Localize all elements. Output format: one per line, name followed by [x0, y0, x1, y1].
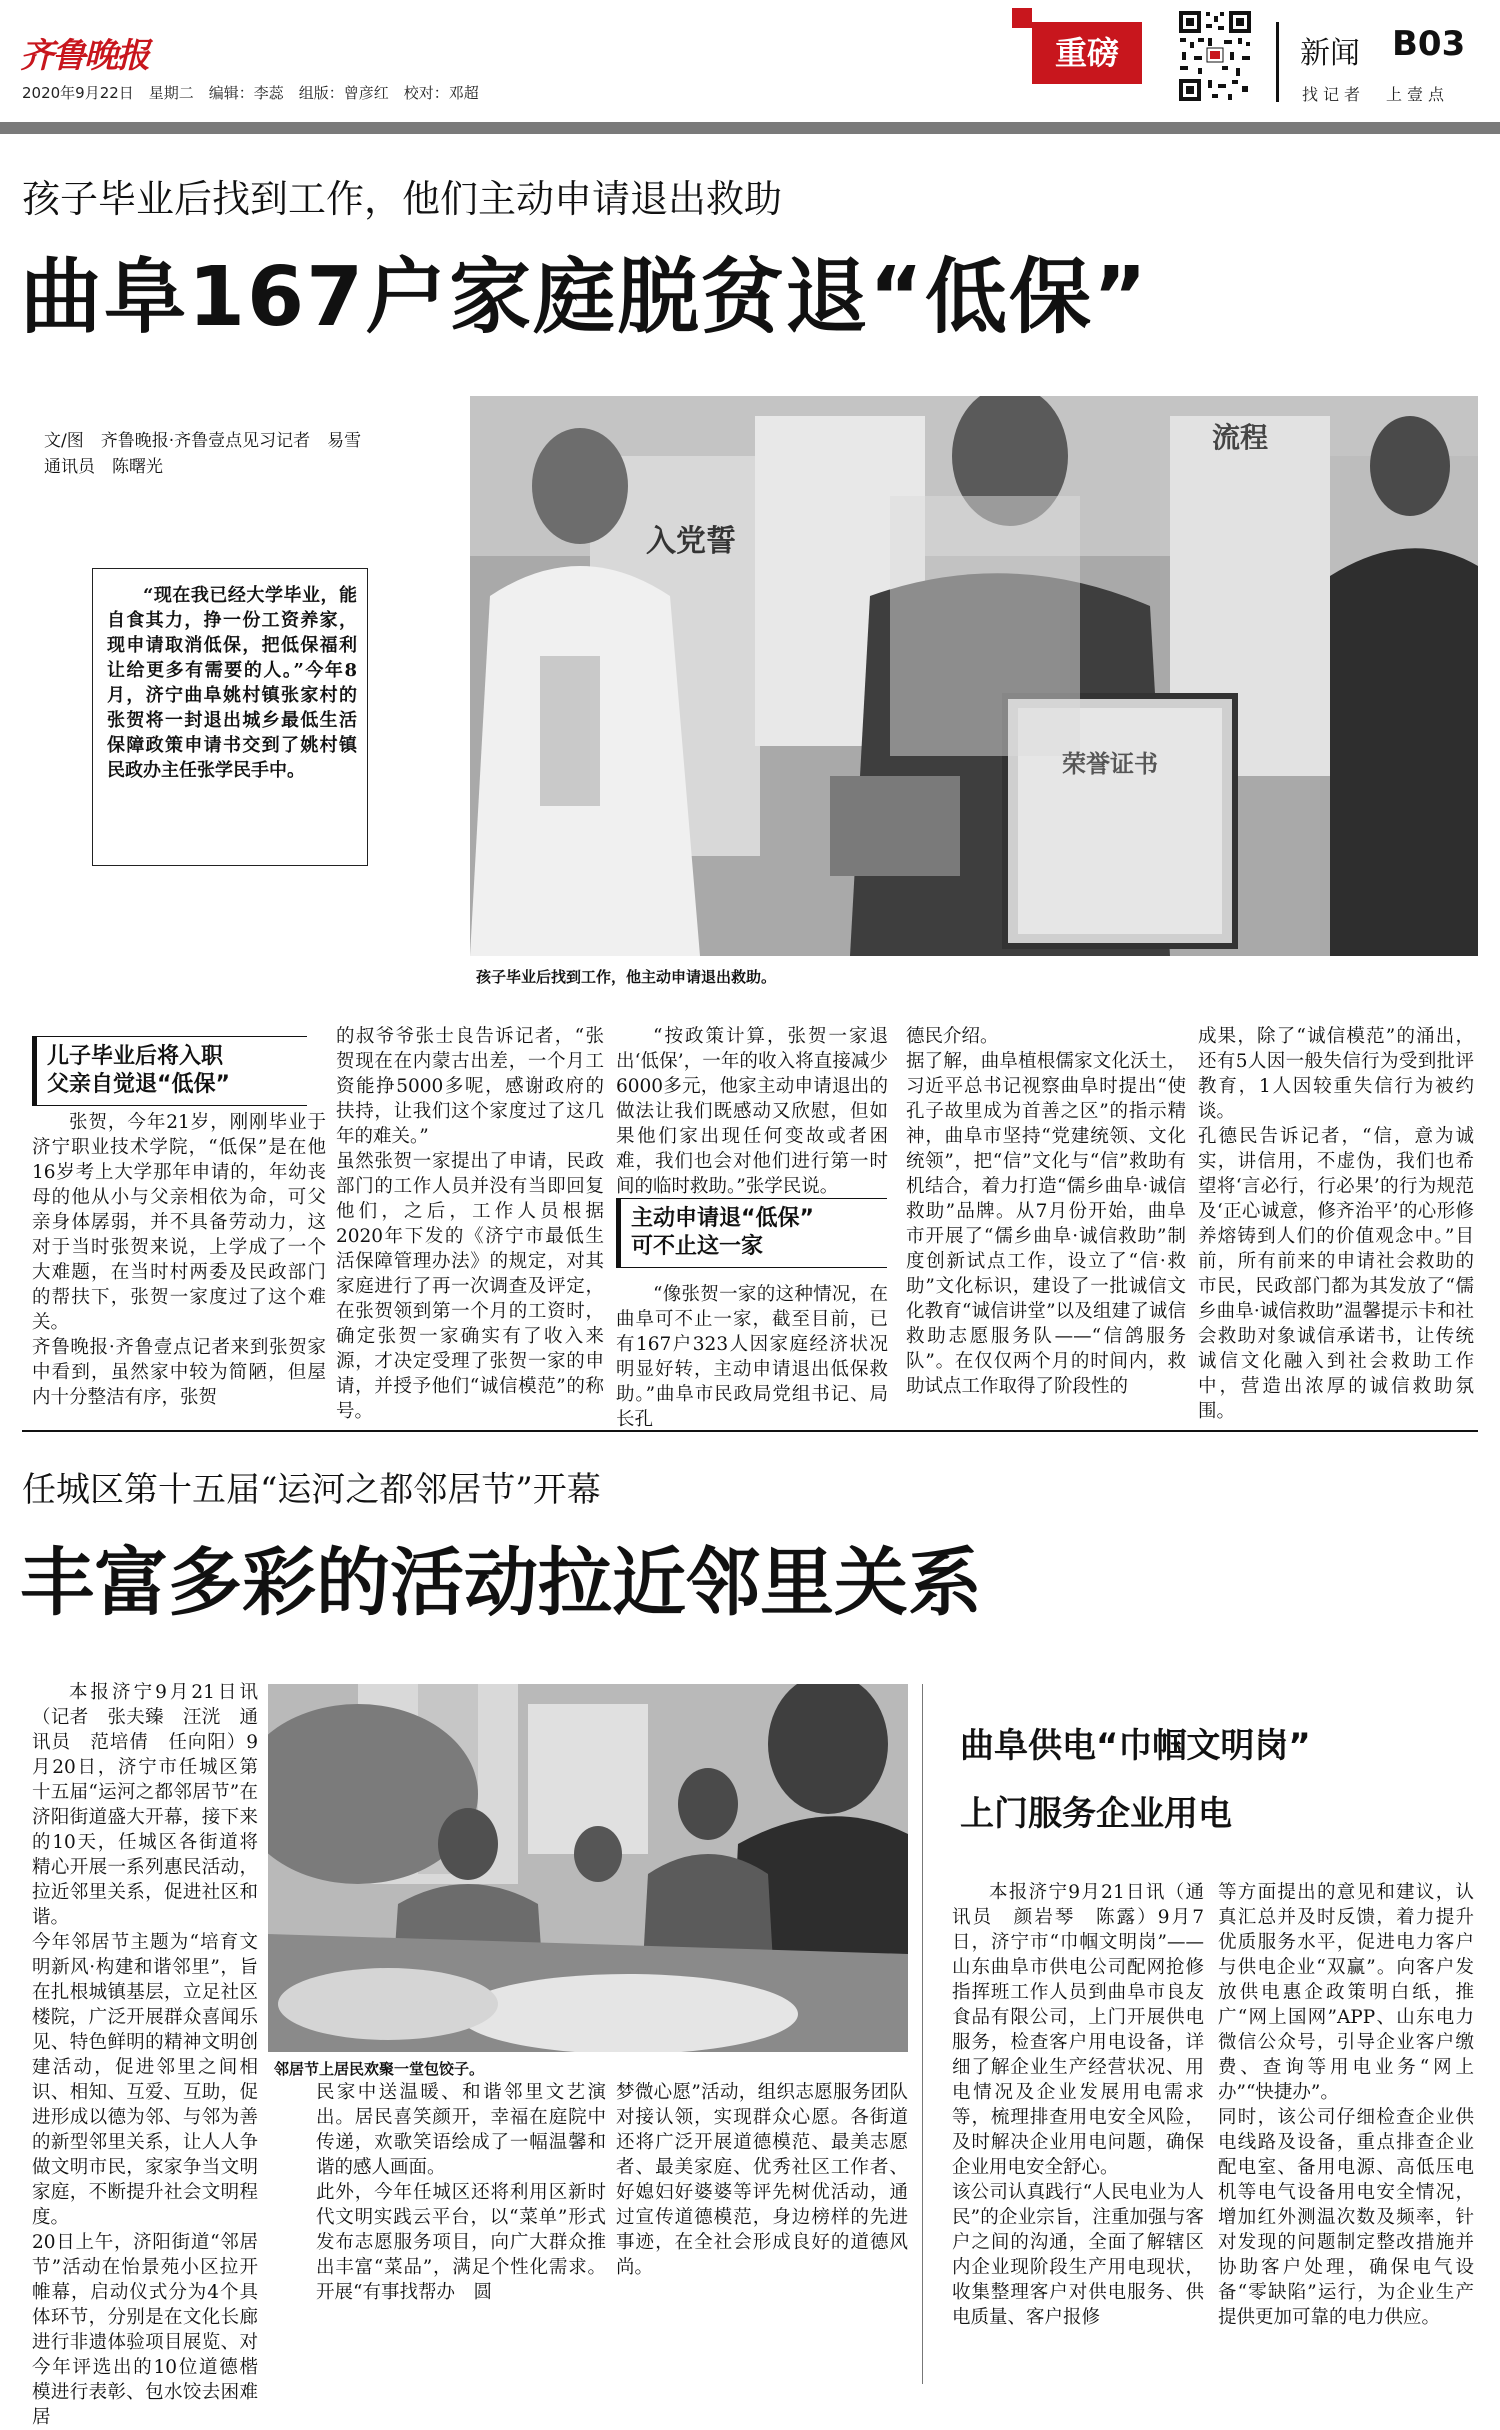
- newspaper-logo: 齐鲁晚报: [20, 36, 148, 76]
- story2-photo: [268, 1684, 908, 2052]
- story2-col-1: [32, 1680, 258, 2430]
- story3-col-2: [1218, 1880, 1474, 2330]
- story1-photo: [470, 396, 1478, 956]
- story3-col-1: [952, 1880, 1204, 2330]
- story3-headline-2: 上门服务企业用电: [960, 1794, 1232, 1834]
- story1-col-3b: [616, 1282, 888, 1432]
- story1-headline: 曲阜167户家庭脱贫退“低保”: [20, 250, 1149, 345]
- red-corner-bar: [1012, 8, 1032, 28]
- masthead-divider: [1276, 22, 1279, 102]
- story2-photo-caption: 邻居节上居民欢聚一堂包饺子。: [274, 2060, 485, 2078]
- column-divider: [922, 1684, 923, 2384]
- story1-col4-text: 德民介绍。 据了解，曲阜植根儒家文化沃土，习近平总书记视察曲阜时提出“使孔子故里成为首善之区”的指示精神，曲阜市坚持“党建统领、文化统领”，把“信”文化与“信”救助有机结合，着力打造“儒乡曲阜·诚信救助”品牌。从7月份开始，曲阜市开展了“儒乡曲阜·诚信救助”制度创新试点工作，设立了“信·救助”文化标识，建设了一批诚信文化教育“诚信讲堂”以及组建了诚信救助志愿服务队——“信鸽服务队”。在仅仅两个月的时间内，救助试点工作取得了阶段性的: [906, 1026, 1186, 1397]
- story1-col-3a: [616, 1024, 888, 1199]
- story3-headline-1: 曲阜供电“巾帼文明岗”: [960, 1726, 1311, 1766]
- photo-sign-1: 入党誓: [646, 524, 736, 559]
- story1-col1-text: 张贺，今年21岁，刚刚毕业于济宁职业技术学院，“低保”是在他16岁考上大学那年申请的，年幼丧母的他从小与父亲相依为命，可父亲身体孱弱，并不具备劳动力，这对于当时张贺来说，上学成了一个大难题，在当时村两委及民政部门的帮扶下，张贺一家度过了这个难关。 齐鲁晚报·齐鲁壹点记者来到张贺家中看到，虽然家中较为简陋，但屋内十分整洁有序，张贺: [32, 1112, 326, 1408]
- story1-col3a-text: “按政策计算，张贺一家退出‘低保’，一年的收入将直接减少6000多元，他家主动申请退出的做法让我们既感动又欣慰，但如果他们家出现任何变故或者困难，我们也会对他们进行第一时间的临时救助。”张学民说。: [616, 1026, 888, 1197]
- story1-byline: [44, 428, 361, 480]
- story1-col2-text: 的叔爷爷张士良告诉记者，“张贺现在在内蒙古出差，一个月工资能挣5000多呢，感谢政府的扶持，让我们这个家度过了这几年的难关。” 虽然张贺一家提出了申请，民政部门的工作人员并没有当即回复他们，之后，工作人员根据2020年下发的《济宁市最低生活保障管理办法》的规定，对其家庭进行了再一次调查及评定，在张贺领到第一个月的工资时，确定张贺一家确实有了收入来源，才决定受理了张贺一家的申请，并授予他们“诚信模范”的称号。: [336, 1026, 604, 1422]
- byline-correspondent: 通讯员 陈曙光: [44, 457, 163, 477]
- photo-sign-3: 荣誉证书: [1062, 750, 1158, 778]
- story3-col2-text: 等方面提出的意见和建议，认真汇总并及时反馈，着力提升优质服务水平，促进电力客户与供电企业“双赢”。向客户发放供电惠企政策明白纸，推广“网上国网”APP、山东电力微信公众号，引导企业客户缴费、查询等用电业务“网上办”“快捷办”。 同时，该公司仔细检查企业供电线路及设备，重点排查企业配电室、备用电源、高低压电机等电气设备用电安全情况，增加红外测温次数及频率，针对发现的问题制定整改措施并协助客户处理，确保电气设备“零缺陷”运行，为企业生产提供更加可靠的电力供应。: [1218, 1882, 1474, 2328]
- date-line: 2020年9月22日 星期二 编辑：李蕊 组版：曾彦红 校对：邓超: [22, 84, 479, 102]
- section-badge: 重磅: [1032, 22, 1142, 84]
- masthead-rule: [0, 122, 1500, 134]
- masthead: [0, 0, 1500, 120]
- story2-col2-text: 民家中送温暖、和谐邻里文艺演出。居民喜笑颜开，幸福在庭院中传递，欢歌笑语绘成了一幅温馨和谐的感人画面。 此外，今年任城区还将利用区新时代文明实践云平台，以“菜单”形式发布志愿服务项目，向广大群众推出丰富“菜品”，满足个性化需求。开展“有事找帮办 圆: [316, 2082, 606, 2303]
- story1-photo-caption: 孩子毕业后找到工作，他主动申请退出救助。: [476, 968, 777, 986]
- story1-subhead-2: 主动申请退“低保” 可不止这一家: [616, 1198, 887, 1268]
- slogan: 找记者 上壹点: [1302, 85, 1450, 104]
- story1-kicker: 孩子毕业后找到工作，他们主动申请退出救助: [22, 177, 783, 221]
- section-name: 新闻: [1300, 36, 1360, 71]
- story2-kicker: 任城区第十五届“运河之都邻居节”开幕: [22, 1470, 601, 1510]
- story1-lead-box: [92, 568, 368, 866]
- page-number: B03: [1392, 24, 1466, 64]
- byline-reporter: 文/图 齐鲁晚报·齐鲁壹点见习记者 易雪: [44, 431, 362, 451]
- story1-col3b-text: “像张贺一家的这种情况，在曲阜可不止一家，截至目前，已有167户323人因家庭经济状况明显好转，主动申请退出低保救助。”曲阜市民政局党组书记、局长孔: [616, 1284, 888, 1430]
- story1-col-2: [336, 1024, 604, 1424]
- story2-headline: 丰富多彩的活动拉近邻里关系: [20, 1540, 982, 1626]
- story2-col1-text: 本报济宁9月21日讯（记者 张夫臻 汪洸 通讯员 范培倩 任向阳）9月20日，济宁市任城区第十五届“运河之都邻居节”在济阳街道盛大开幕，接下来的10天，任城区各街道将精心开展一系列惠民活动，拉近邻里关系，促进社区和谐。 今年邻居节主题为“培育文明新风·构建和谐邻里”，旨在扎根城镇基层，立足社区楼院，广泛开展群众喜闻乐见、特色鲜明的精神文明创建活动，促进邻里之间相识、相知、互爱、互助，促进形成以德为邻、与邻为善的新型邻里关系，让人人争做文明市民，家家争当文明家庭，不断提升社会文明程度。 20日上午，济阳街道“邻居节”活动在怡景苑小区拉开帷幕，启动仪式分为4个具体环节，分别是在文化长廊进行非遗体验项目展览、对今年评选出的10位道德楷模进行表彰、包水饺去困难居: [32, 1682, 258, 2428]
- story2-col3-text: 梦微心愿”活动，组织志愿服务团队对接认领，实现群众心愿。各街道还将广泛开展道德模范、最美志愿者、最美家庭、优秀社区工作者、好媳妇好婆婆等评先树优活动，通过宣传道德模范，身边榜样的先进事迹，在全社会形成良好的道德风尚。: [616, 2082, 908, 2278]
- story3-col1-text: 本报济宁9月21日讯（通讯员 颜岩琴 陈露）9月7日，济宁市“巾帼文明岗”——山东曲阜市供电公司配网抢修指挥班工作人员到曲阜市良友食品有限公司，上门开展供电服务，检查客户用电设备，详细了解企业生产经营状况、用电情况及企业发展用电需求等，梳理排查用电安全风险，及时解决企业用电问题，确保企业用电安全舒心。 该公司认真践行“人民电业为人民”的企业宗旨，注重加强与客户之间的沟通，全面了解辖区内企业现阶段生产用电现状，收集整理客户对供电服务、供电质量、客户报修: [952, 1882, 1204, 2328]
- story-divider: [22, 1430, 1478, 1432]
- qr-code-icon: [1176, 8, 1254, 104]
- story1-lead: “现在我已经大学毕业，能自食其力，挣一份工资养家，现申请取消低保，把低保福利让给更多有需要的人。”今年8月，济宁曲阜姚村镇张家村的张贺将一封退出城乡最低生活保障政策申请书交到了姚村镇民政办主任张学民手中。: [107, 585, 357, 781]
- story1-col-5: [1198, 1024, 1474, 1424]
- story1-col-1: [32, 1110, 326, 1410]
- story2-col-2: [316, 2080, 606, 2305]
- story1-subhead-1: 儿子毕业后将入职 父亲自觉退“低保”: [32, 1036, 307, 1106]
- photo-sign-2: 流程: [1212, 421, 1269, 454]
- story2-col-3: [616, 2080, 908, 2280]
- story1-col-4: [906, 1024, 1186, 1399]
- story1-col5-text: 成果，除了“诚信模范”的涌出，还有5人因一般失信行为受到批评教育，1人因较重失信行为被约谈。 孔德民告诉记者，“信，意为诚实，讲信用，不虚伪，我们也希望将‘言必行，行必果’的行为规范及‘正心诚意，修齐治平’的心形修养熔铸到人们的价值观念中。”目前，所有前来的申请社会救助的市民，民政部门都为其发放了“儒乡曲阜·诚信救助”温馨提示卡和社会救助对象诚信承诺书，让传统诚信文化融入到社会救助工作中，营造出浓厚的诚信救助氛围。: [1198, 1026, 1474, 1422]
